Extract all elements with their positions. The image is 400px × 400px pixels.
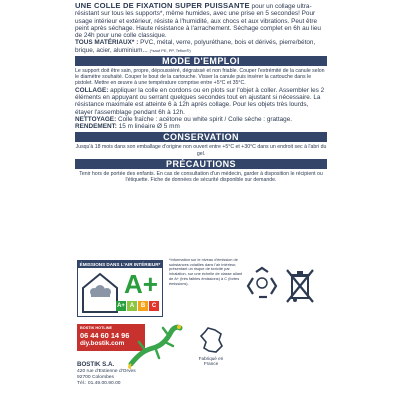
- recycle-icon: [245, 266, 279, 300]
- scale-b: B: [138, 301, 148, 311]
- materials-note: (*sauf PE, PP, Teflon®): [149, 47, 191, 53]
- scale-a: A: [127, 301, 137, 311]
- address-line1: 420 rue d'Estienne d'Orves: [77, 369, 136, 374]
- conservation-heading: CONSERVATION: [75, 132, 327, 142]
- intro-title: UNE COLLE DE FIXATION SUPER PUISSANTE: [75, 1, 250, 10]
- emissions-header: ÉMISSIONS DANS L'AIR INTÉRIEUR*: [79, 262, 161, 267]
- product-label: [75, 0, 327, 400]
- precautions-heading: PRÉCAUTIONS: [75, 159, 327, 169]
- emissions-grade: A+: [124, 269, 158, 299]
- address-line3: Tél.: 01.49.00.90.00: [77, 381, 121, 386]
- intro-text: pour un collage ultra-résistant sur tous les supports*, même humides, avec une prise en 5 secondes! Pour usage intérieur et extérieur, résiste à l'humidité, aux chocs et aux vibrations. Peut être peint après séchage. Haute résistance à l'arrachement. Séchage complet en 6h au lieu de 24h pour une colle classique.: [75, 3, 321, 40]
- hotline-website: diy.bostik.com: [80, 340, 125, 347]
- emissions-scale: [116, 301, 160, 311]
- prep-text: Le support doit être sain, propre, dépoussiéré, dégraissé et non friable. Couper l'extrémité de la canule selon le diamètre souhaité. Couper le bout de la cartouche. Visser la canule puis insérer la cartouche dans le pistolet. Mettre en œuvre à une température comprise entre +5°C et 35°C.: [75, 68, 325, 87]
- house-cloud-icon: [80, 270, 120, 314]
- collage-text: appliquer la colle en cordons ou en plots sur l'objet à coller. Assembler les 2 éléments en appuyant ou serrant quelques secondes tout en ajustant si nécessaire. La résistance maximale est atteinte 6 à 12h après collage. Pour les objets très lourds, étayer l'assemblage pendant 6h à 12h.: [75, 86, 325, 116]
- france-map-icon: [199, 326, 225, 354]
- address-line2: 92700 Colombes: [77, 375, 114, 380]
- rendement-label: RENDEMENT:: [75, 123, 117, 131]
- made-in-france: Fabriqué en France: [198, 356, 224, 367]
- collage-paragraph: [75, 87, 327, 116]
- rendement-text: 15 m linéaire Ø 5 mm: [118, 123, 180, 131]
- crossed-bin-icon: [283, 266, 317, 306]
- mode-emploi-heading: MODE D'EMPLOI: [75, 56, 327, 66]
- conservation-text: Jusqu'à 18 mois dans son emballage d'origine non ouvert entre +5°C et +30°C dans un endroit sec à l'abri du gel.: [75, 144, 327, 157]
- nettoyage-label: NETTOYAGE:: [75, 115, 117, 123]
- footer-area: [75, 258, 327, 400]
- precautions-text: Tenir hors de portée des enfants. En cas de consultation d'un médecin, garder à disposition le récipient ou l'étiquette. Fiche de données de sécurité disponible sur demande.: [79, 170, 323, 184]
- materials-label: TOUS MATÉRIAUX* :: [75, 39, 139, 47]
- hotline-header: BOSTIK HOTLINE: [80, 326, 113, 330]
- scale-c: C: [149, 301, 159, 311]
- intro-paragraph: [75, 2, 327, 54]
- scale-a-plus: A+: [117, 303, 125, 309]
- collage-label: COLLAGE:: [75, 86, 109, 94]
- materials-text: PVC, métal, verre, polyuréthane, bois et dérivés, pierre/béton, brique, acier, aluminium...: [75, 39, 316, 54]
- nettoyage-text: Colle fraîche : acétone ou white spirit / Colle sèche : grattage.: [117, 115, 293, 123]
- emissions-footnote: *Information sur le niveau d'émission de substances volatiles dans l'air intérieur, présentant un risque de toxicité par inhalation, sur une échelle de classe allant de A+ (très faibles émissions) à C (fortes émissions).: [169, 257, 243, 286]
- rendement-paragraph: [75, 123, 327, 130]
- emissions-label: [77, 260, 163, 317]
- nettoyage-paragraph: [75, 116, 327, 123]
- hotline-phone: 06 44 60 14 96: [80, 331, 130, 340]
- company-name: BOSTIK S.A.: [77, 361, 115, 368]
- company-address: [77, 362, 136, 387]
